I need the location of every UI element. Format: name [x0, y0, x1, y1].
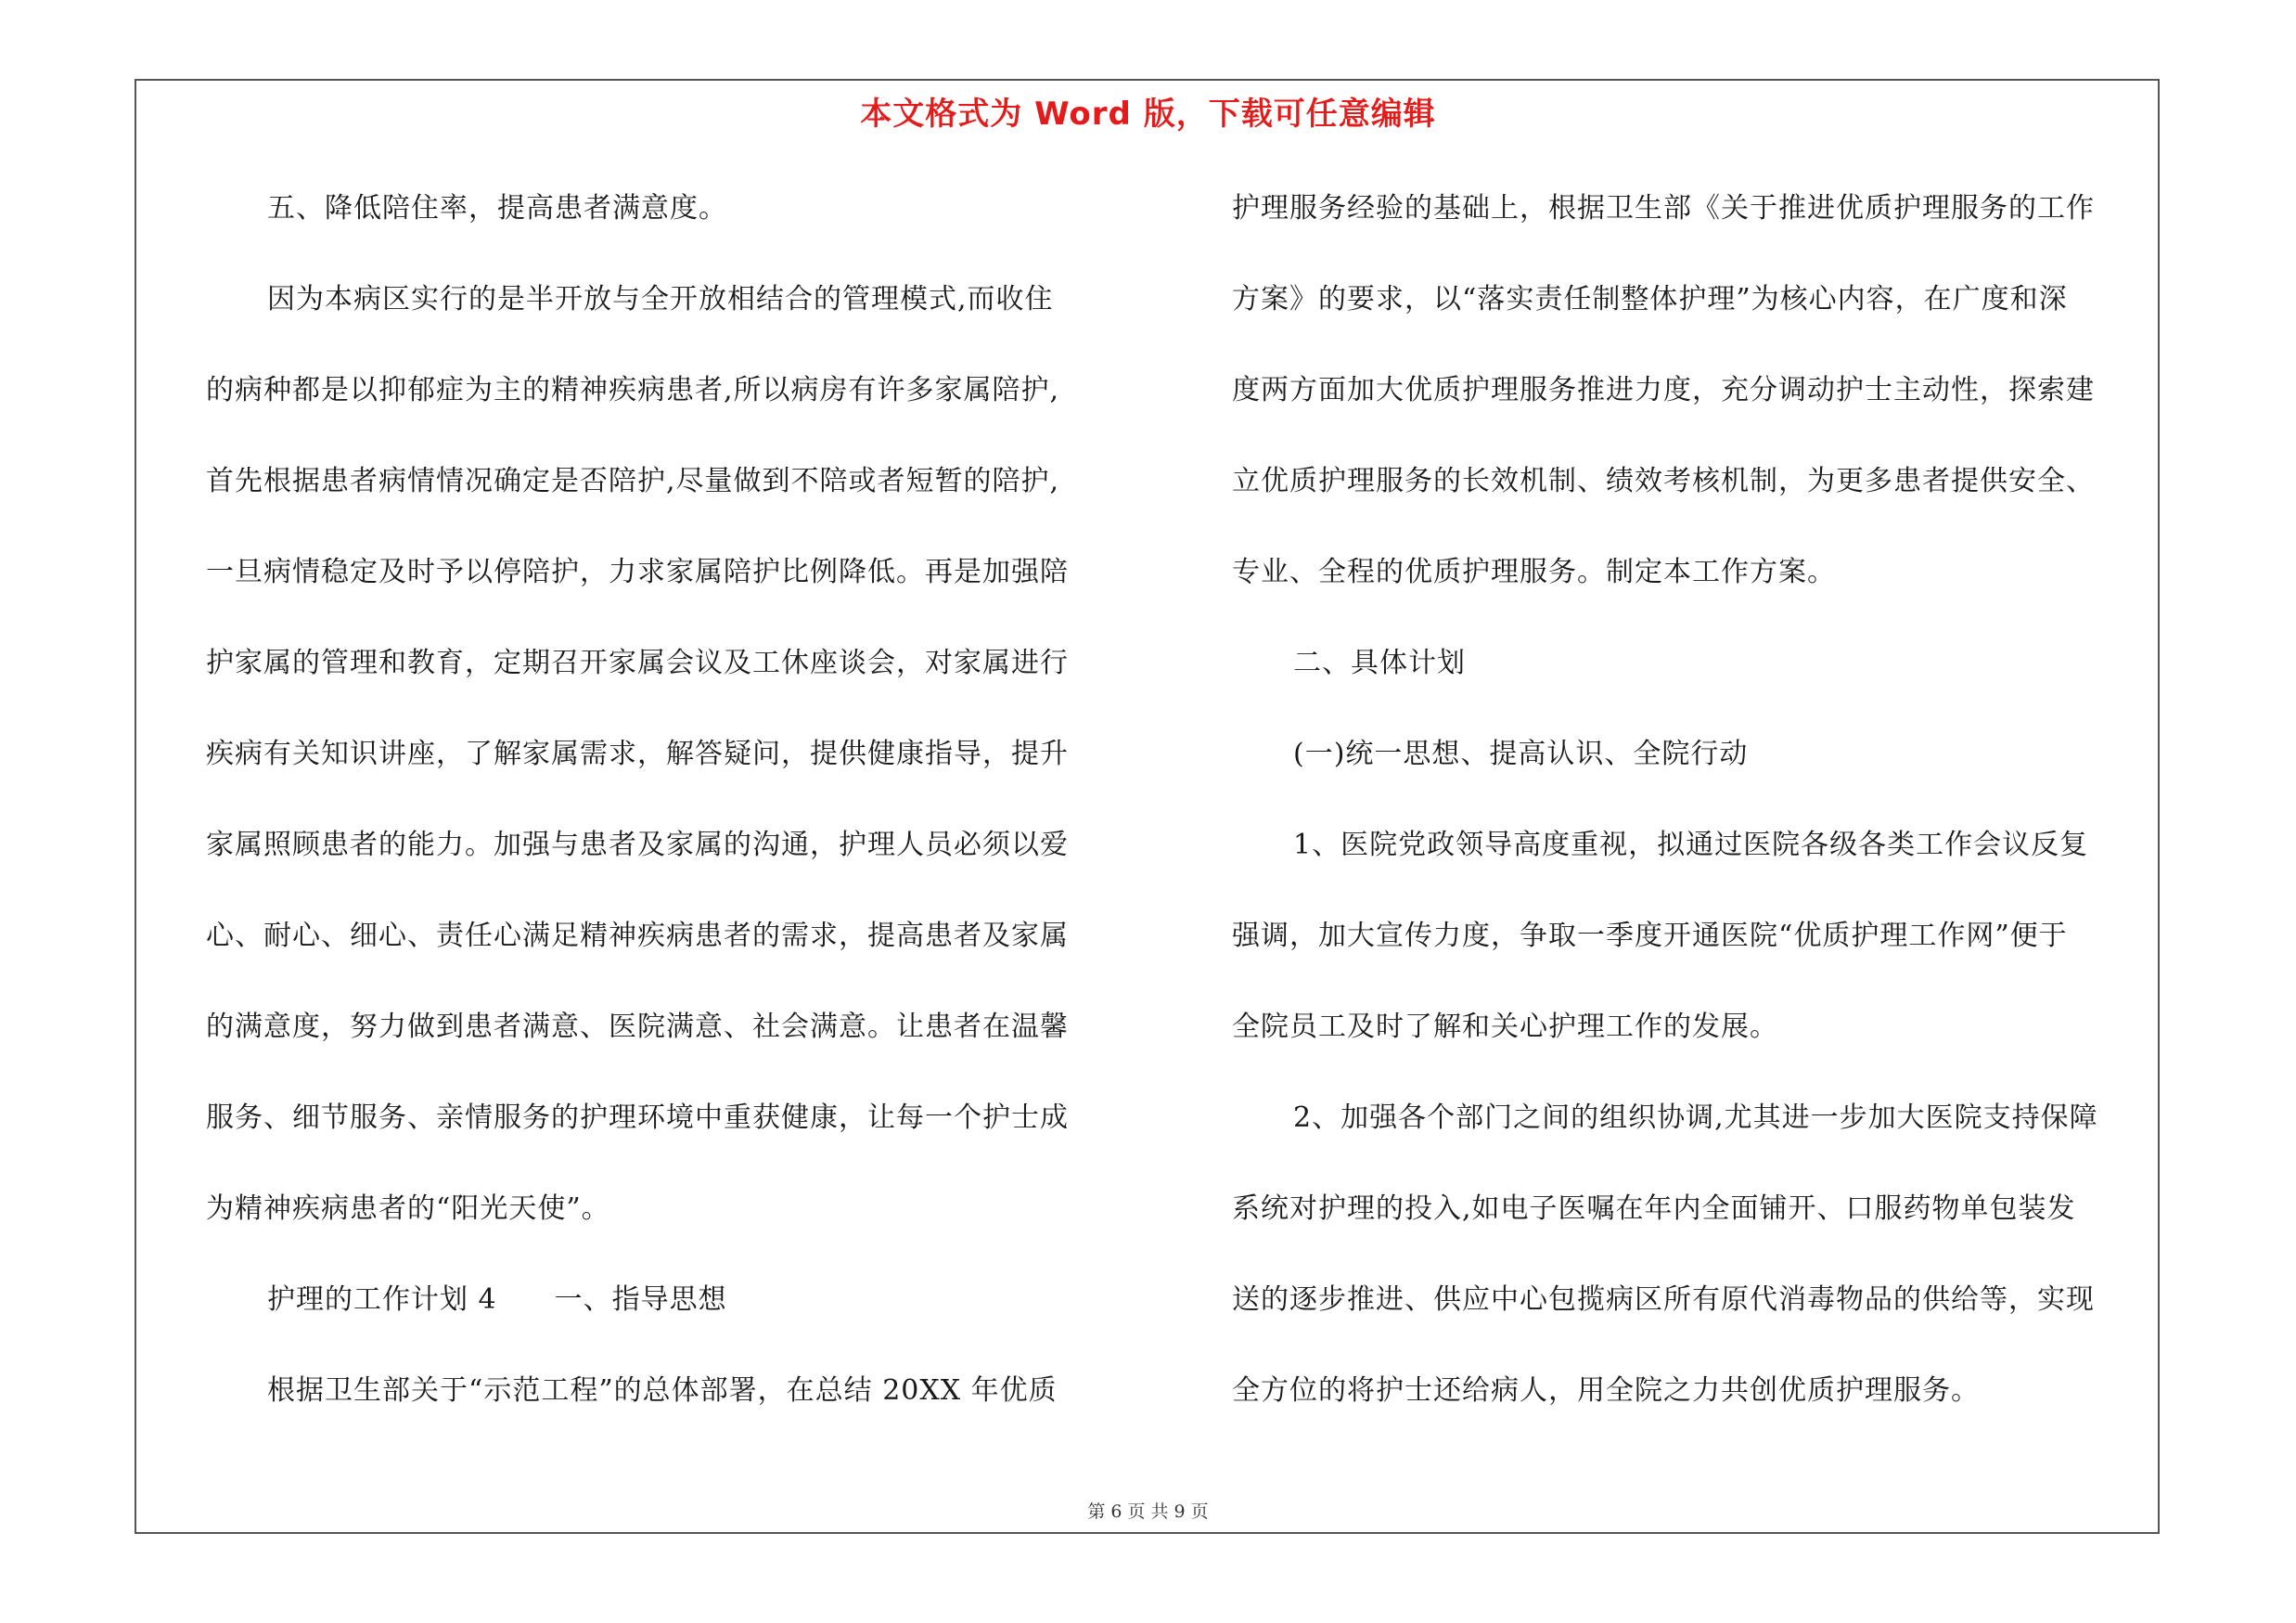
text-line: 为精神疾病患者的“阳光天使”。 — [206, 1192, 610, 1225]
text-line: 度两方面加大优质护理服务推进力度，充分调动护士主动性，探索建 — [1232, 374, 2095, 406]
text-line: 二、具体计划 — [1293, 647, 1466, 679]
text-line: 的病种都是以抑郁症为主的精神疾病患者,所以病房有许多家属陪护, — [206, 374, 1060, 406]
text-line: 根据卫生部关于“示范工程”的总体部署，在总结 20XX 年优质 — [267, 1374, 1058, 1407]
text-line: (一)统一思想、提高认识、全院行动 — [1293, 738, 1749, 770]
text-line: 专业、全程的优质护理服务。制定本工作方案。 — [1232, 556, 1836, 588]
text-line: 系统对护理的投入,如电子医嘱在年内全面铺开、口服药物单包装发 — [1232, 1192, 2076, 1225]
text-line: 因为本病区实行的是半开放与全开放相结合的管理模式,而收住 — [267, 283, 1054, 316]
text-line: 家属照顾患者的能力。加强与患者及家属的沟通，护理人员必须以爱 — [206, 829, 1069, 861]
text-line: 1、医院党政领导高度重视，拟通过医院各级各类工作会议反复 — [1293, 829, 2089, 861]
text-line: 全方位的将护士还给病人，用全院之力共创优质护理服务。 — [1232, 1374, 1980, 1407]
text-line: 强调，加大宣传力度，争取一季度开通医院“优质护理工作网”便于 — [1232, 920, 2068, 952]
text-line: 一旦病情稳定及时予以停陪护，力求家属陪护比例降低。再是加强陪 — [206, 556, 1069, 588]
format-banner: 本文格式为 Word 版，下载可任意编辑 — [860, 96, 1436, 133]
page-number-footer: 第 6 页 共 9 页 — [1087, 1501, 1209, 1522]
text-line: 全院员工及时了解和关心护理工作的发展。 — [1232, 1011, 1778, 1043]
text-line: 服务、细节服务、亲情服务的护理环境中重获健康，让每一个护士成 — [206, 1101, 1069, 1134]
text-line: 心、耐心、细心、责任心满足精神疾病患者的需求，提高患者及家属 — [206, 920, 1069, 952]
text-line: 护家属的管理和教育，定期召开家属会议及工休座谈会，对家属进行 — [206, 647, 1069, 679]
text-line: 的满意度，努力做到患者满意、医院满意、社会满意。让患者在温馨 — [206, 1011, 1069, 1043]
text-line: 护理服务经验的基础上，根据卫生部《关于推进优质护理服务的工作 — [1232, 192, 2095, 225]
right-text-column — [1232, 186, 2169, 1459]
text-line: 首先根据患者病情情况确定是否陪护,尽量做到不陪或者短暂的陪护, — [206, 465, 1060, 497]
text-line: 立优质护理服务的长效机制、绩效考核机制，为更多患者提供安全、 — [1232, 465, 2095, 497]
text-line: 2、加强各个部门之间的组织协调,尤其进一步加大医院支持保障 — [1293, 1101, 2098, 1134]
text-line: 送的逐步推进、供应中心包揽病区所有原代消毒物品的供给等，实现 — [1232, 1283, 2095, 1316]
text-line: 疾病有关知识讲座，了解家属需求，解答疑问，提供健康指导，提升 — [206, 738, 1069, 770]
text-line: 方案》的要求，以“落实责任制整体护理”为核心内容，在广度和深 — [1232, 283, 2068, 316]
text-line: 五、降低陪住率，提高患者满意度。 — [267, 192, 727, 225]
left-text-column — [206, 186, 1134, 1459]
text-line: 护理的工作计划 4 一、指导思想 — [267, 1283, 727, 1316]
